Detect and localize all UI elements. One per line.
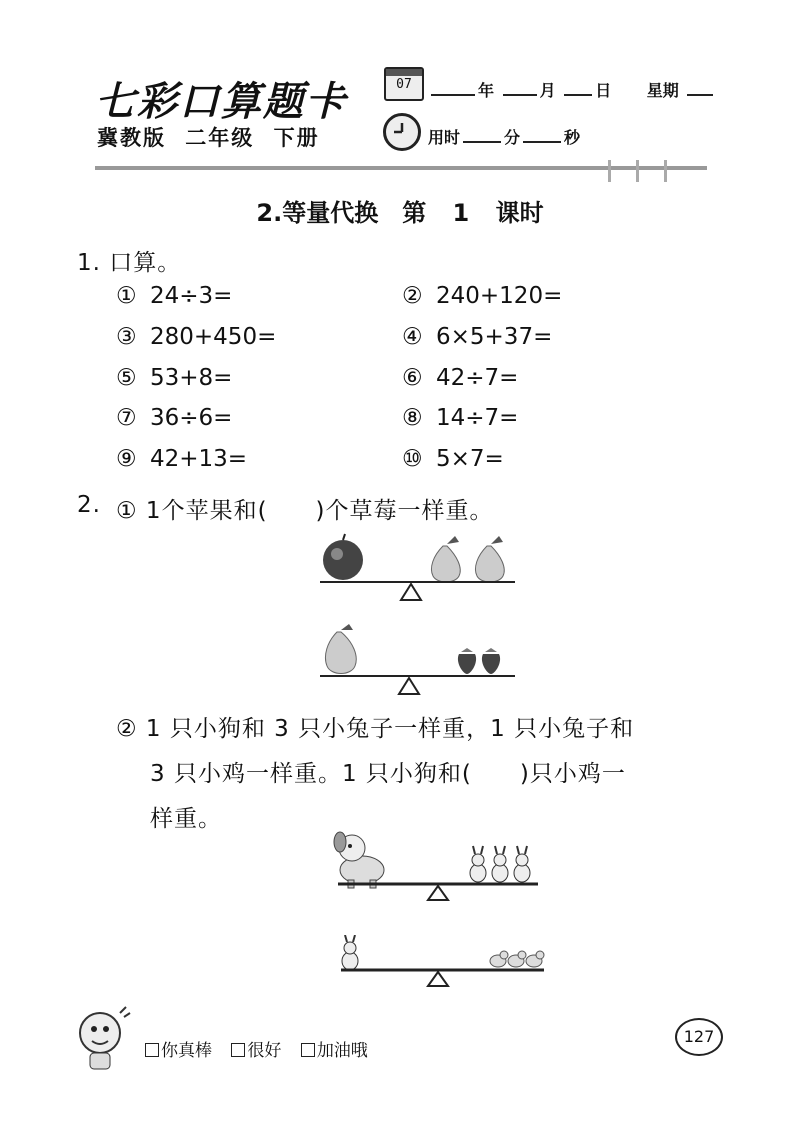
pear-icon [431, 546, 460, 582]
mascot-icon [72, 1003, 134, 1075]
fulcrum-icon [428, 886, 448, 900]
dog-icon [334, 832, 384, 888]
q2-label: 2. [77, 492, 101, 518]
chick-icon [526, 951, 544, 967]
q2-part1: ① 1个苹果和( )个草莓一样重。 [116, 498, 494, 524]
q2-part2-line1: ② 1 只小狗和 3 只小兔子一样重，1 只小兔子和 [116, 716, 635, 742]
q1-item: ⑧ 14÷7= [402, 405, 519, 431]
q1-item: ③ 280+450= [116, 324, 277, 350]
date-fill-line: 年 月 日 星期 [428, 78, 716, 101]
rabbit-icon [492, 846, 508, 882]
q1-item: ⑨ 42+13= [116, 446, 248, 472]
chick-icon [508, 951, 526, 967]
balance-dog-rabbits-illustration [328, 828, 543, 903]
q1-item: ⑦ 36÷6= [116, 405, 233, 431]
strawberry-icon [458, 654, 476, 674]
checkbox-icon [301, 1043, 315, 1057]
q2-part2-line3: 样重。 [150, 806, 222, 832]
pear-icon [325, 632, 356, 674]
option-great[interactable]: 你真棒 [145, 1041, 212, 1061]
q1-item: ⑥ 42÷7= [402, 365, 519, 391]
lesson-title: 2.等量代换 第 1 课时 [256, 199, 544, 227]
q1-item: ② 240+120= [402, 283, 563, 309]
edition-label: 冀教版 二年级 下册 [97, 126, 320, 150]
q1-label: 1. 口算。 [77, 250, 182, 276]
clock-icon [383, 113, 421, 151]
page-number: 127 [675, 1018, 723, 1056]
calendar-day: 07 [396, 77, 412, 92]
balance-pear-strawberries-illustration [315, 622, 520, 700]
strawberry-icon [482, 654, 500, 674]
rabbit-icon [342, 935, 358, 970]
fulcrum-icon [428, 972, 448, 986]
q2-part2-line2: 3 只小鸡一样重。1 只小狗和( )只小鸡一 [150, 761, 626, 787]
fulcrum-icon [399, 678, 419, 694]
rabbit-icon [514, 846, 530, 882]
option-keep-trying[interactable]: 加油哦 [301, 1041, 368, 1061]
calendar-icon [384, 67, 424, 101]
apple-icon [323, 540, 363, 580]
header-divider [95, 166, 707, 170]
divider-tick [636, 160, 639, 182]
checkbox-icon [231, 1043, 245, 1057]
rabbit-icon [470, 846, 486, 882]
balance-apple-pears-illustration [315, 528, 520, 608]
time-fill-line: 用时 分 秒 [428, 128, 581, 147]
self-evaluation-options [145, 1036, 368, 1061]
fulcrum-icon [401, 584, 421, 600]
balance-rabbit-chicks-illustration [336, 935, 546, 990]
brand-title: 七彩口算题卡 [95, 78, 347, 125]
option-good[interactable]: 很好 [231, 1041, 281, 1061]
checkbox-icon [145, 1043, 159, 1057]
divider-tick [608, 160, 611, 182]
q1-item: ⑩ 5×7= [402, 446, 504, 472]
divider-tick [664, 160, 667, 182]
pear-icon [475, 546, 504, 582]
q1-item: ⑤ 53+8= [116, 365, 233, 391]
q1-item: ④ 6×5+37= [402, 324, 553, 350]
q1-item: ① 24÷3= [116, 283, 233, 309]
chick-icon [490, 951, 508, 967]
